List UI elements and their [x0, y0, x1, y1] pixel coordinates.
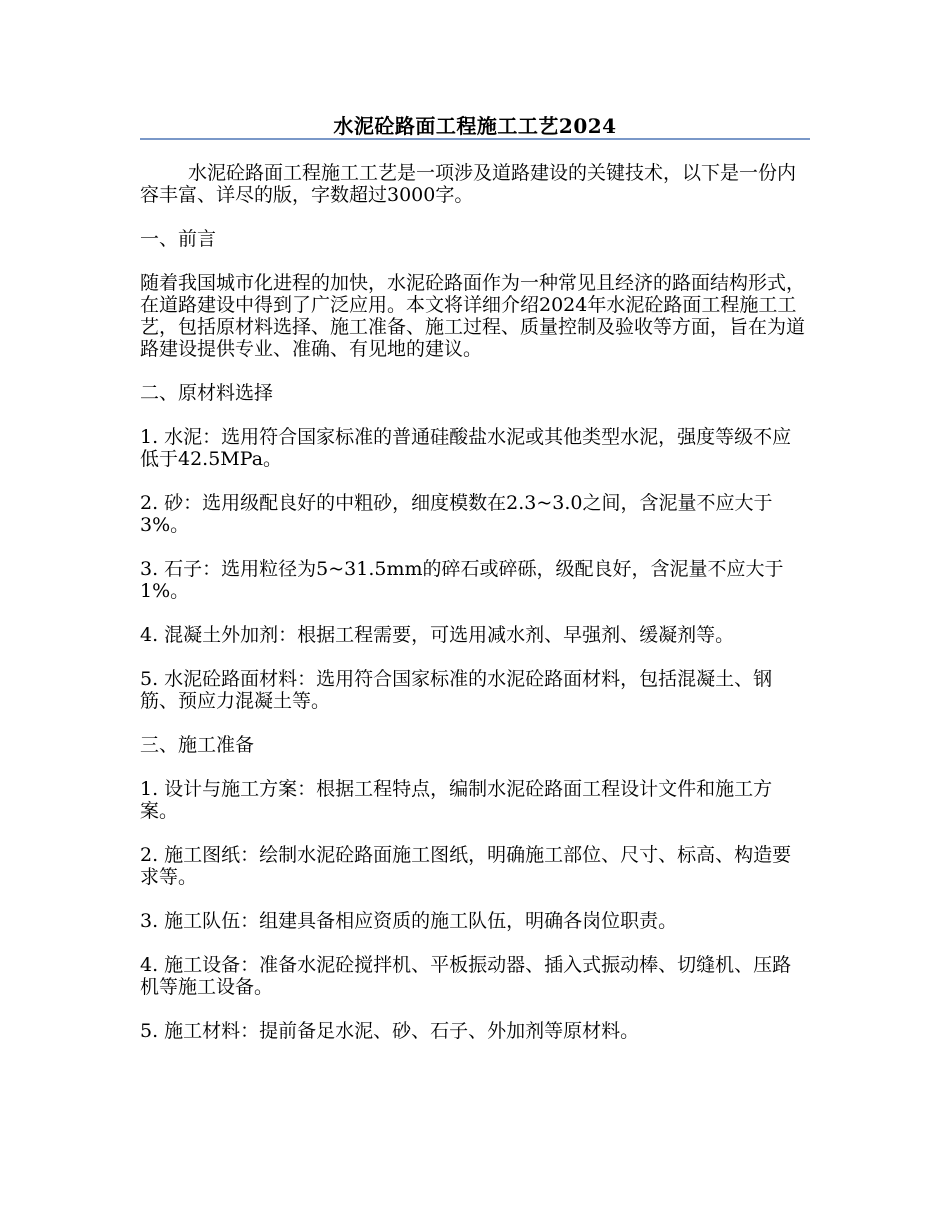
document-body [140, 162, 810, 1064]
list-item: 2. 施工图纸：绘制水泥砼路面施工图纸，明确施工部位、尺寸、标高、构造要求等。 [140, 844, 792, 888]
preface-paragraph: 随着我国城市化进程的加快，水泥砼路面作为一种常见且经济的路面结构形式，在道路建设中得到了广泛应用。本文将详细介绍2024年水泥砼路面工程施工工艺，包括原材料选择、施工准备、施工过程、质量控制及验收等方面，旨在为道路建设提供专业、准确、有见地的建议。 [140, 272, 806, 360]
list-item: 2. 砂：选用级配良好的中粗砂，细度模数在2.3~3.0之间，含泥量不应大于3%。 [140, 492, 773, 536]
list-item: 1. 设计与施工方案：根据工程特点，编制水泥砼路面工程设计文件和施工方案。 [140, 778, 773, 822]
list-item: 3. 施工队伍：组建具备相应资质的施工队伍，明确各岗位职责。 [140, 910, 678, 932]
page-title: 水泥砼路面工程施工工艺2024 [333, 114, 617, 138]
list-item: 3. 石子：选用粒径为5~31.5mm的碎石或碎砾，级配良好，含泥量不应大于1%。 [140, 558, 784, 602]
intro-paragraph: 水泥砼路面工程施工工艺是一项涉及道路建设的关键技术，以下是一份内容丰富、详尽的版，字数超过3000字。 [140, 162, 797, 206]
section-heading-preparation: 三、施工准备 [140, 734, 255, 756]
list-item: 1. 水泥：选用符合国家标准的普通硅酸盐水泥或其他类型水泥，强度等级不应低于42.5MPa。 [140, 426, 792, 470]
list-item: 4. 混凝土外加剂：根据工程需要，可选用减水剂、早强剂、缓凝剂等。 [140, 624, 735, 646]
list-item: 4. 施工设备：准备水泥砼搅拌机、平板振动器、插入式振动棒、切缝机、压路机等施工设备。 [140, 954, 792, 998]
section-heading-materials: 二、原材料选择 [140, 382, 274, 404]
list-item: 5. 水泥砼路面材料：选用符合国家标准的水泥砼路面材料，包括混凝土、钢筋、预应力混凝土等。 [140, 668, 773, 712]
list-item: 5. 施工材料：提前备足水泥、砂、石子、外加剂等原材料。 [140, 1020, 640, 1042]
title-underline [140, 138, 810, 140]
section-heading-preface: 一、前言 [140, 228, 217, 250]
